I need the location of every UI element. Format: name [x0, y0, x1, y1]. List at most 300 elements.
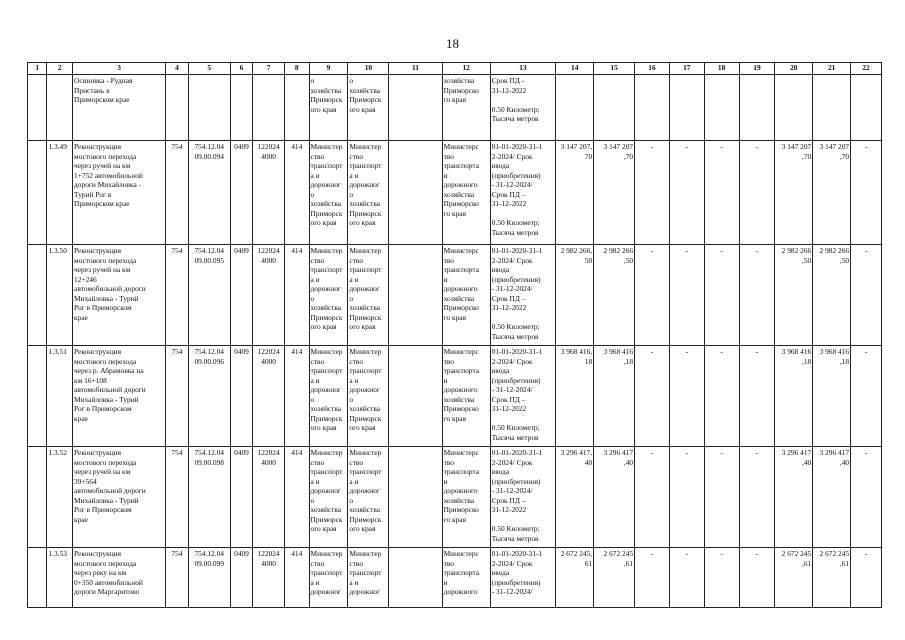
customer-cell	[309, 447, 348, 548]
developer-cell-line: транспорт	[349, 467, 382, 476]
spacer	[492, 414, 555, 424]
object-name-cell-line: Пристань в	[74, 85, 110, 95]
funding-total-cell	[594, 245, 635, 346]
developer-cell-line: хозяйства	[349, 199, 380, 208]
column-number-16: 16	[635, 63, 670, 75]
developer-cell-line: дорожног	[349, 284, 380, 293]
developer-cell-line: хозяйства	[349, 505, 380, 514]
col-17-cell: -	[669, 447, 704, 548]
col-11-cell	[389, 75, 442, 141]
terms-cell-line: 31-12-2022	[491, 199, 527, 208]
customer-cell	[309, 75, 348, 141]
section-code-cell: 0409	[230, 141, 253, 245]
customer-cell-line: хозяйства	[310, 303, 342, 312]
funding-total-cell-line: ,61	[623, 558, 634, 568]
target-code-cell	[253, 548, 285, 608]
customer-cell-line: ого края	[310, 322, 337, 331]
developer-cell-line: Министер	[349, 142, 382, 151]
col-21-cell-line: 2 672 245	[819, 549, 850, 558]
customer-cell	[309, 245, 348, 346]
object-name-cell-line: 39+564	[74, 476, 97, 486]
customer-cell-line: ство	[310, 558, 325, 568]
developer-cell	[348, 245, 389, 346]
col-17-cell	[669, 75, 704, 141]
responsible-cell	[442, 447, 490, 548]
terms-cell-line: (приобретения)	[491, 476, 541, 486]
funding-total-cell-line: 2 982 266	[603, 246, 634, 255]
customer-cell-line: Приморск	[310, 413, 343, 423]
table-row	[28, 447, 882, 548]
section-code-cell: 0409	[230, 346, 253, 447]
customer-cell-line: дорожног	[310, 587, 341, 596]
col-20-cell	[775, 141, 813, 245]
customer-cell-line: дорожног	[310, 385, 341, 394]
customer-cell-line: а и	[310, 274, 320, 284]
budget-code-cell-line: 754.12.04	[194, 448, 224, 457]
responsible-cell	[442, 548, 490, 608]
developer-cell	[348, 548, 389, 608]
row-number-cell: 1.3.50	[47, 245, 73, 346]
spacer	[492, 209, 555, 219]
developer-cell-line: ого края	[349, 218, 376, 227]
responsible-cell-line: дорожного	[443, 385, 478, 394]
responsible-cell	[442, 346, 490, 447]
funding-total-cell	[594, 548, 635, 608]
object-name-cell-line: через реку на км	[74, 568, 127, 577]
budget-code-cell-line: 754.12.04	[194, 549, 224, 558]
col-20-cell-line: 3 147 207	[781, 142, 812, 151]
responsible-cell-line: тво	[443, 457, 454, 467]
terms-cell	[490, 141, 556, 245]
customer-cell-line: о	[310, 394, 315, 404]
capacity-line: Тысяча метров	[491, 227, 539, 237]
column-number-14: 14	[556, 63, 594, 75]
responsible-cell-line: и	[443, 274, 448, 284]
terms-cell-line: - 31-12-2024/	[491, 180, 533, 189]
row-number-cell: 1.3.53	[47, 548, 73, 608]
target-code-cell-line: 122024	[257, 549, 280, 558]
col-20-cell-line: 3 968 416	[781, 347, 812, 356]
object-name-cell-line: Реконструкция	[74, 549, 121, 558]
object-name-cell-line: крае	[74, 312, 88, 322]
funding-total-cell	[594, 346, 635, 447]
col-19-cell: -	[739, 141, 775, 245]
row-number-cell: 1.3.52	[47, 447, 73, 548]
customer-cell-line: о	[310, 76, 315, 85]
terms-cell-line: (приобретения)	[491, 375, 541, 385]
responsible-cell-line: тво	[443, 151, 454, 161]
funding-total-cell-line: 2 672 245	[603, 549, 634, 558]
total-cost-cell-line: 50	[584, 255, 593, 265]
responsible-cell-line: тво	[443, 356, 454, 366]
object-name-cell-line: через ручей на км	[74, 467, 131, 476]
object-name-cell-line: через р. Абрамовка на	[74, 366, 144, 375]
table-row	[28, 548, 882, 608]
responsible-cell-line: Приморско	[443, 505, 479, 514]
col-16-cell: -	[635, 245, 670, 346]
capacity-line: Тысяча метров	[491, 432, 539, 442]
capacity-line: Тысяча метров	[491, 331, 539, 341]
target-code-cell-line: 4000	[261, 151, 276, 161]
customer-cell-line: Приморск	[310, 95, 343, 104]
terms-cell	[490, 346, 556, 447]
col-16-cell: -	[635, 346, 670, 447]
gov-code-cell: 754	[166, 346, 189, 447]
customer-cell-line: транспорт	[310, 366, 343, 375]
col-22-cell: -	[851, 447, 882, 548]
developer-cell-line: Приморск	[349, 208, 382, 218]
responsible-cell-line: го края	[443, 312, 466, 322]
terms-cell-line: (приобретения)	[491, 170, 541, 180]
responsible-cell-line: Приморско	[443, 85, 479, 95]
col-19-cell: -	[739, 245, 775, 346]
capacity-line: 0.50 Километр;	[491, 218, 540, 227]
responsible-cell-line: хозяйства	[443, 495, 475, 505]
col-20-cell	[775, 75, 813, 141]
developer-cell-line: о	[349, 189, 354, 199]
terms-cell-line: 01-01-2020-31-1	[491, 347, 543, 356]
column-number-22: 22	[851, 63, 882, 75]
terms-cell-line: - 31-12-2024/	[491, 486, 533, 495]
terms-cell-line: 2-2024/ Срок	[491, 356, 533, 366]
row-number-cell	[47, 75, 73, 141]
customer-cell-line: Министер	[310, 347, 343, 356]
total-cost-cell-line: 61	[584, 558, 593, 568]
col-20-cell-line: 2 982 266	[781, 246, 812, 255]
target-code-cell-line: 122024	[257, 246, 280, 255]
expense-type-cell: 414	[284, 141, 309, 245]
col-20-cell-line: 3 296 417	[781, 448, 812, 457]
col-21-cell-line: ,40	[839, 457, 850, 467]
target-code-cell-line: 122024	[257, 347, 280, 356]
developer-cell-line: Министер	[349, 347, 382, 356]
responsible-cell-line: хозяйства	[443, 76, 475, 85]
row-number-cell: 1.3.51	[47, 346, 73, 447]
object-name-cell-line: Рог в Приморском	[74, 505, 132, 514]
col-21-cell	[813, 346, 851, 447]
target-code-cell	[253, 447, 285, 548]
section-code-cell: 0409	[230, 447, 253, 548]
capacity-line: Тысяча метров	[491, 114, 539, 123]
total-cost-cell-line: 2 672 245,	[560, 549, 593, 558]
terms-cell-line: Срок ПД –	[491, 293, 526, 303]
object-name-cell-line: Михайловка - Турий	[74, 293, 139, 303]
object-name-cell	[73, 245, 166, 346]
row-index-cell	[28, 75, 47, 141]
budget-code-cell	[188, 447, 230, 548]
responsible-cell-line: и	[443, 375, 448, 385]
responsible-cell-line: транспорта	[443, 161, 479, 170]
responsible-cell-line: Приморско	[443, 303, 479, 312]
object-name-cell-line: мостового перехода	[74, 457, 137, 467]
terms-cell-line: - 31-12-2024/	[491, 284, 533, 293]
developer-cell-line: Приморск	[349, 514, 382, 524]
developer-cell-line: о	[349, 495, 354, 505]
target-code-cell-line: 4000	[261, 558, 276, 568]
col-15-cell	[594, 75, 635, 141]
responsible-cell-line: и	[443, 577, 448, 587]
developer-cell-line: ого края	[349, 423, 376, 432]
responsible-cell-line: хозяйства	[443, 189, 475, 199]
col-11-cell	[389, 141, 442, 245]
responsible-cell-line: хозяйства	[443, 293, 475, 303]
row-index-cell	[28, 245, 47, 346]
table-row	[28, 245, 882, 346]
customer-cell-line: транспорт	[310, 265, 343, 274]
column-number-7: 7	[253, 63, 285, 75]
col-19-cell: -	[739, 548, 775, 608]
customer-cell-line: Приморск	[310, 208, 343, 218]
terms-cell-line: ввода	[491, 467, 510, 476]
customer-cell-line: хозяйства	[310, 85, 342, 95]
column-number-3: 3	[73, 63, 166, 75]
col-21-cell	[813, 548, 851, 608]
capacity-line: 0.50 Километр;	[491, 423, 540, 432]
col-16-cell: -	[635, 447, 670, 548]
terms-cell-line: 2-2024/ Срок	[491, 558, 533, 568]
object-name-cell-line: Приморском крае	[74, 199, 130, 208]
col-20-cell	[775, 346, 813, 447]
gov-code-cell: 754	[166, 447, 189, 548]
customer-cell-line: ство	[310, 356, 325, 366]
developer-cell-line: а и	[349, 375, 359, 385]
spacer	[492, 515, 555, 525]
gov-code-cell: 754	[166, 245, 189, 346]
column-number-9: 9	[309, 63, 348, 75]
target-code-cell	[253, 245, 285, 346]
terms-cell-line: 2-2024/ Срок	[491, 457, 533, 467]
col-17-cell: -	[669, 141, 704, 245]
terms-cell-line: 01-01-2020-31-1	[491, 448, 543, 457]
column-number-2: 2	[47, 63, 73, 75]
terms-cell-line: (приобретения)	[491, 577, 541, 587]
developer-cell-line: а и	[349, 476, 359, 486]
col-20-cell-line: ,50	[801, 255, 812, 265]
object-name-cell-line: автомобильной дороги	[74, 284, 146, 293]
object-name-cell-line: Рог в Приморском	[74, 303, 132, 312]
customer-cell-line: ство	[310, 457, 325, 467]
column-number-18: 18	[704, 63, 739, 75]
developer-cell-line: Приморск	[349, 312, 382, 322]
col-16-cell	[635, 75, 670, 141]
funding-total-cell-line: ,50	[623, 255, 634, 265]
col-21-cell-line: 3 147 207	[819, 142, 850, 151]
column-number-11: 11	[389, 63, 442, 75]
table-row	[28, 141, 882, 245]
budget-code-cell	[188, 245, 230, 346]
col-4-cell	[166, 75, 189, 141]
developer-cell	[348, 75, 389, 141]
target-code-cell-line: 4000	[261, 356, 276, 366]
column-number-10: 10	[348, 63, 389, 75]
customer-cell-line: ство	[310, 255, 325, 265]
target-code-cell	[253, 346, 285, 447]
terms-cell-line: 01-01-2020-31-1	[491, 246, 543, 255]
terms-cell-line: Срок ПД –	[491, 189, 526, 199]
column-number-21: 21	[813, 63, 851, 75]
developer-cell-line: Министер	[349, 549, 382, 558]
customer-cell-line: ого края	[310, 218, 337, 227]
developer-cell-line: о	[349, 394, 354, 404]
col-22-cell: -	[851, 245, 882, 346]
col-20-cell	[775, 245, 813, 346]
responsible-cell	[442, 141, 490, 245]
capacity-line: 0.50 Километр;	[491, 104, 540, 114]
object-name-cell-line: Осиновка - Рудная	[74, 76, 133, 85]
column-number-15: 15	[594, 63, 635, 75]
responsible-cell-line: дорожного	[443, 284, 478, 293]
customer-cell-line: дорожног	[310, 486, 341, 495]
object-name-cell-line: Михайловка - Турий	[74, 394, 139, 404]
object-name-cell-line: автомобильной дороги	[74, 486, 146, 495]
developer-cell-line: ого края	[349, 322, 376, 331]
col-20-cell-line: ,70	[801, 151, 812, 161]
row-number-cell: 1.3.49	[47, 141, 73, 245]
developer-cell	[348, 447, 389, 548]
customer-cell-line: о	[310, 495, 315, 505]
object-name-cell-line: 12+246	[74, 274, 97, 284]
responsible-cell-line: тво	[443, 255, 454, 265]
target-code-cell-line: 122024	[257, 142, 280, 151]
developer-cell-line: о	[349, 76, 354, 85]
customer-cell-line: ого края	[310, 524, 337, 533]
col-16-cell: -	[635, 548, 670, 608]
section-code-cell: 0409	[230, 548, 253, 608]
object-name-cell-line: автомобильной дороги	[74, 385, 146, 394]
developer-cell-line: а и	[349, 577, 359, 587]
developer-cell-line: ого края	[349, 104, 376, 114]
col-22-cell: -	[851, 548, 882, 608]
object-name-cell-line: через ручей на км	[74, 161, 131, 170]
customer-cell-line: ого края	[310, 104, 337, 114]
col-18-cell	[704, 75, 739, 141]
row-index-cell	[28, 141, 47, 245]
col-21-cell-line: 3 968 416	[819, 347, 850, 356]
customer-cell-line: транспорт	[310, 161, 343, 170]
total-cost-cell	[556, 548, 594, 608]
terms-cell-line: 31-12-2022	[491, 303, 527, 312]
col-17-cell: -	[669, 245, 704, 346]
responsible-cell-line: го края	[443, 95, 466, 104]
developer-cell-line: транспорт	[349, 568, 382, 577]
customer-cell-line: транспорт	[310, 467, 343, 476]
table-row	[28, 346, 882, 447]
developer-cell-line: транспорт	[349, 366, 382, 375]
total-cost-cell	[556, 141, 594, 245]
budget-code-cell-line: 09.00.094	[194, 151, 224, 161]
budget-code-cell-line: 09.00.096	[194, 356, 224, 366]
total-cost-cell	[556, 346, 594, 447]
customer-cell-line: Министер	[310, 549, 343, 558]
object-name-cell-line: Приморском крае	[74, 95, 130, 104]
funding-total-cell-line: 3 147 207	[603, 142, 634, 151]
responsible-cell-line: Приморско	[443, 199, 479, 208]
customer-cell-line: транспорт	[310, 568, 343, 577]
col-17-cell: -	[669, 548, 704, 608]
column-number-4: 4	[166, 63, 189, 75]
continuation-row	[28, 75, 882, 141]
customer-cell-line: дорожног	[310, 284, 341, 293]
col-20-cell-line: 2 672 245	[781, 549, 812, 558]
terms-cell-line: 31-12-2022	[491, 404, 527, 413]
terms-cell-line: 31-12-2022	[491, 505, 527, 514]
responsible-cell-line: дорожного	[443, 587, 478, 596]
column-number-8: 8	[284, 63, 309, 75]
col-11-cell	[389, 548, 442, 608]
col-19-cell	[739, 75, 775, 141]
terms-cell	[490, 245, 556, 346]
col-21-cell	[813, 447, 851, 548]
responsible-cell	[442, 75, 490, 141]
object-name-cell	[73, 346, 166, 447]
object-name-cell-line: мостового перехода	[74, 558, 137, 568]
developer-cell-line: ство	[349, 558, 364, 568]
target-code-cell-line: 4000	[261, 255, 276, 265]
customer-cell-line: хозяйства	[310, 404, 342, 413]
page-number: 18	[446, 36, 459, 51]
responsible-cell-line: Министерс	[443, 448, 479, 457]
budget-code-cell-line: 09.00.095	[194, 255, 224, 265]
col-21-cell	[813, 245, 851, 346]
responsible-cell-line: и	[443, 170, 448, 180]
terms-cell-line: - 31-12-2024/	[491, 587, 533, 596]
column-number-1: 1	[28, 63, 47, 75]
responsible-cell-line: Приморско	[443, 404, 479, 413]
developer-cell-line: а и	[349, 170, 359, 180]
col-18-cell: -	[704, 141, 739, 245]
developer-cell	[348, 141, 389, 245]
total-cost-cell-line: 40	[584, 457, 593, 467]
column-number-header	[28, 63, 882, 75]
terms-cell-line: 2-2024/ Срок	[491, 151, 533, 161]
customer-cell-line: Приморск	[310, 514, 343, 524]
funding-total-cell-line: 3 296 417	[603, 448, 634, 457]
object-name-cell-line: Реконструкция	[74, 448, 121, 457]
col-21-cell-line: 3 296 417	[819, 448, 850, 457]
responsible-cell-line: транспорта	[443, 568, 479, 577]
terms-cell-line: ввода	[491, 568, 510, 577]
funding-total-cell-line: 3 968 416	[603, 347, 634, 356]
customer-cell-line: Министер	[310, 142, 343, 151]
developer-cell-line: дорожног	[349, 486, 380, 495]
developer-cell-line: дорожног	[349, 385, 380, 394]
object-name-cell-line: 0+350 автомобильной	[74, 577, 143, 587]
section-code-cell: 0409	[230, 245, 253, 346]
col-7-cell	[253, 75, 285, 141]
col-22-cell: -	[851, 346, 882, 447]
terms-cell-line: 01-01-2020-31-1	[491, 549, 543, 558]
funding-total-cell-line: ,18	[623, 356, 634, 366]
developer-cell-line: дорожног	[349, 180, 380, 189]
developer-cell-line: дорожног	[349, 587, 380, 596]
row-index-cell	[28, 447, 47, 548]
column-number-13: 13	[490, 63, 556, 75]
developer-cell-line: хозяйства	[349, 404, 380, 413]
customer-cell-line: о	[310, 293, 315, 303]
total-cost-cell	[556, 245, 594, 346]
customer-cell	[309, 548, 348, 608]
funding-total-cell-line: ,40	[623, 457, 634, 467]
responsible-cell-line: дорожного	[443, 486, 478, 495]
responsible-cell-line: го края	[443, 514, 466, 524]
customer-cell-line: ого края	[310, 423, 337, 432]
gov-code-cell: 754	[166, 141, 189, 245]
budget-code-cell-line: 09.00.098	[194, 457, 224, 467]
developer-cell-line: хозяйства	[349, 85, 380, 95]
column-number-6: 6	[230, 63, 253, 75]
spacer	[492, 313, 555, 323]
object-name-cell-line: Реконструкция	[74, 142, 121, 151]
